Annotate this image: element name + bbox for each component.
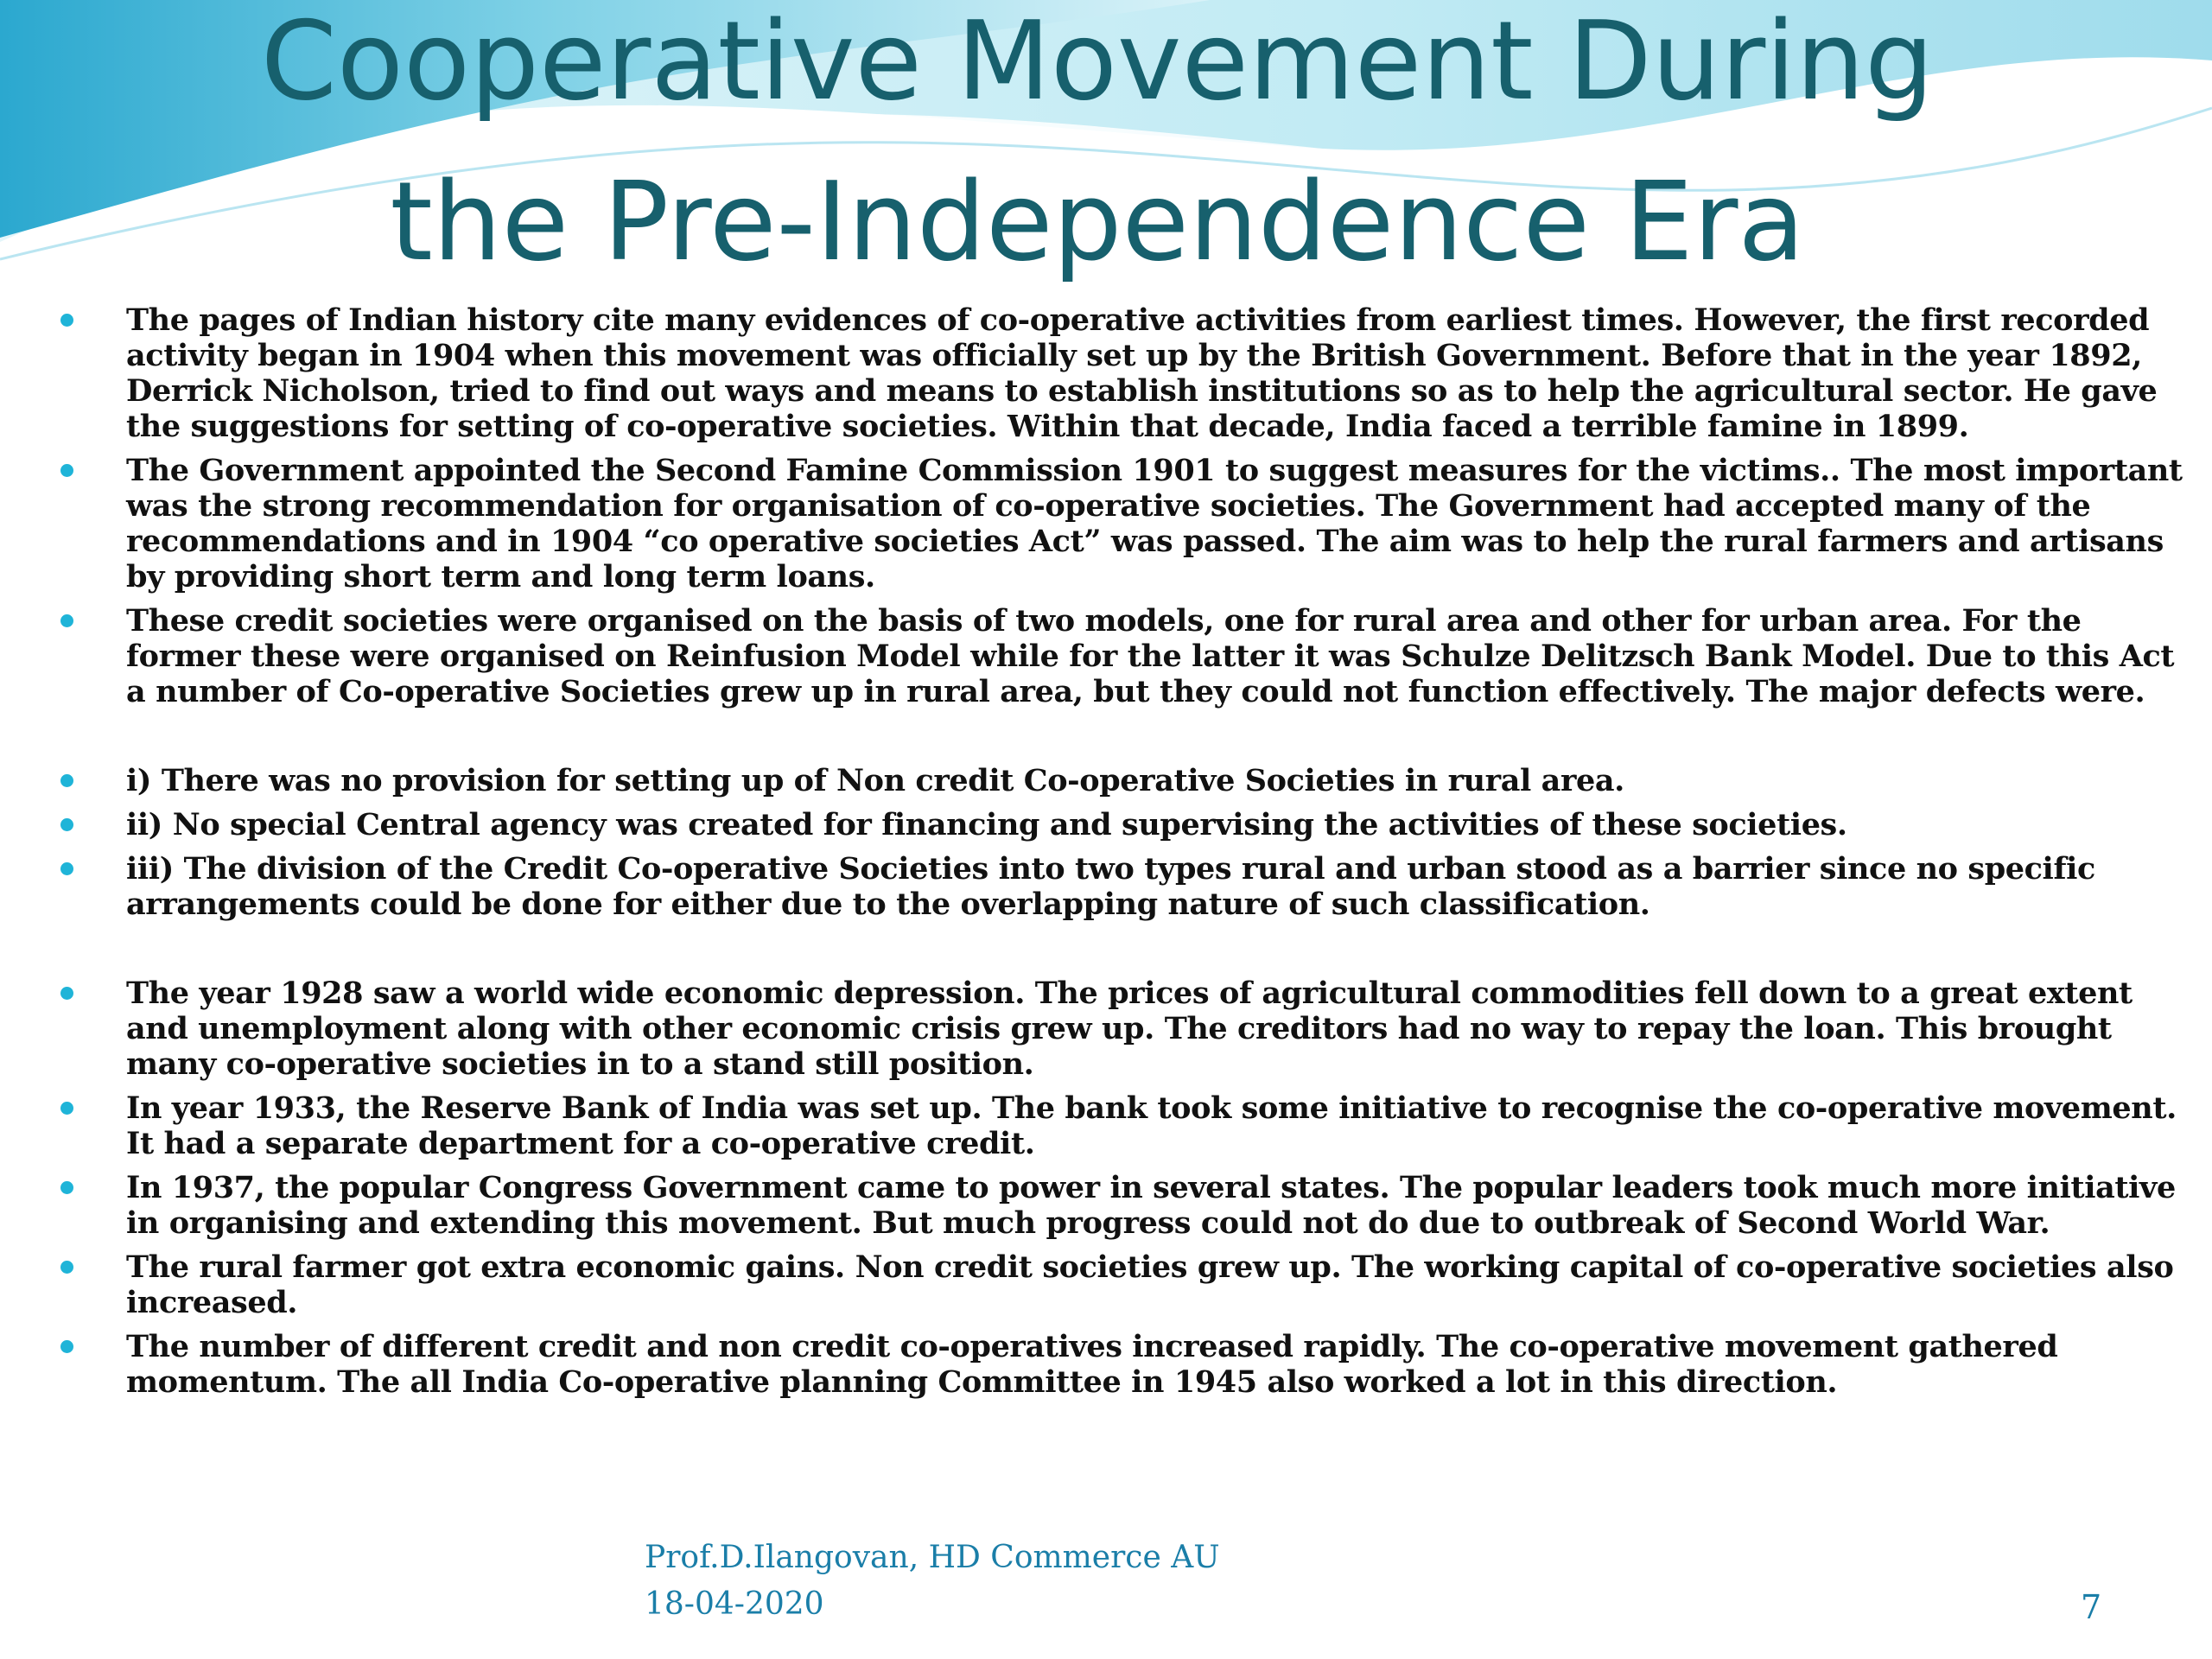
bullet-item	[59, 1090, 2197, 1161]
bullet-dot-icon	[60, 314, 73, 327]
bullet-dot-icon	[60, 1340, 73, 1353]
bullet-item	[59, 1249, 2197, 1320]
slide-title	[104, 0, 2091, 302]
bullet-text: The year 1928 saw a world wide economic depression. The prices of agricultural commodities fell down to a great extent and unemployment along with other economic crisis grew up. The creditors had no way to repay the loan. This brought many co-operative societies in to a stand still position.	[126, 976, 2133, 1082]
bullet-text: In 1937, the popular Congress Government came to power in several states. The popular leaders took much more initiative in organising and extending this movement. But much progress could not do due to outbreak of Second World War.	[126, 1170, 2176, 1241]
bullet-item	[59, 603, 2197, 709]
bullet-dot-icon	[60, 464, 73, 477]
bullet-list	[59, 302, 2197, 1408]
footer-author: Prof.D.Ilangovan, HD Commerce AU	[645, 1540, 1220, 1575]
bullet-text: i) There was no provision for setting up of Non credit Co-operative Societies in rural area.	[126, 763, 1624, 798]
bullet-dot-icon	[60, 818, 73, 831]
bullet-item	[59, 851, 2197, 922]
bullet-dot-icon	[60, 1261, 73, 1274]
bullet-dot-icon	[60, 1181, 73, 1194]
bullet-text: The number of different credit and non credit co-operatives increased rapidly. The co-operative movement gathered momentum. The all India Co-operative planning Committee in 1945 also worked a lot in this direction.	[126, 1329, 2058, 1400]
bullet-item	[59, 1170, 2197, 1241]
bullet-item	[59, 453, 2197, 594]
bullet-item	[59, 302, 2197, 444]
page-number: 7	[2081, 1588, 2102, 1626]
bullet-text: These credit societies were organised on the basis of two models, one for rural area and other for urban area. For the former these were organised on Reinfusion Model while for the latter it was Schulze Delitzsch Bank Model. Due to this Act a number of Co-operative Societies grew up in rural area, but they could not function effectively. The major defects were.	[126, 603, 2175, 709]
slide-title-line-2: the Pre-Independence Era	[390, 158, 1805, 285]
bullet-text: The Government appointed the Second Famine Commission 1901 to suggest measures for the victims.. The most important was the strong recommendation for organisation of co-operative societies. The Government had accepted many of the recommendations and in 1904 “co operative societies Act” was passed. The aim was to help the rural farmers and artisans by providing short term and long term loans.	[126, 453, 2183, 594]
bullet-dot-icon	[60, 614, 73, 627]
footer-date: 18-04-2020	[645, 1586, 824, 1622]
bullet-text: In year 1933, the Reserve Bank of India was set up. The bank took some initiative to recognise the co-operative movement. It had a separate department for a co-operative credit.	[126, 1090, 2177, 1161]
bullet-dot-icon	[60, 987, 73, 1000]
bullet-text: iii) The division of the Credit Co-operative Societies into two types rural and urban stood as a barrier since no specific arrangements could be done for either due to the overlapping nature of such classification.	[126, 851, 2095, 922]
bullet-text: The pages of Indian history cite many evidences of co-operative activities from earliest times. However, the first recorded activity began in 1904 when this movement was officially set up by the British Government. Before that in the year 1892, Derrick Nicholson, tried to find out ways and means to establish institutions so as to help the agricultural sector. He gave the suggestions for setting of co-operative societies. Within that decade, India faced a terrible famine in 1899.	[126, 302, 2158, 444]
slide-title-line-1: Cooperative Movement During	[260, 0, 1935, 124]
bullet-item	[59, 976, 2197, 1082]
bullet-text: ii) No special Central agency was created for financing and supervising the activities of these societies.	[126, 807, 1847, 842]
bullet-dot-icon	[60, 1102, 73, 1115]
bullet-dot-icon	[60, 774, 73, 787]
bullet-dot-icon	[60, 862, 73, 875]
bullet-item	[59, 1329, 2197, 1400]
bullet-text: The rural farmer got extra economic gains. Non credit societies grew up. The working capital of co-operative societies also increased.	[126, 1249, 2174, 1320]
bullet-item	[59, 807, 2197, 842]
bullet-item	[59, 763, 2197, 798]
